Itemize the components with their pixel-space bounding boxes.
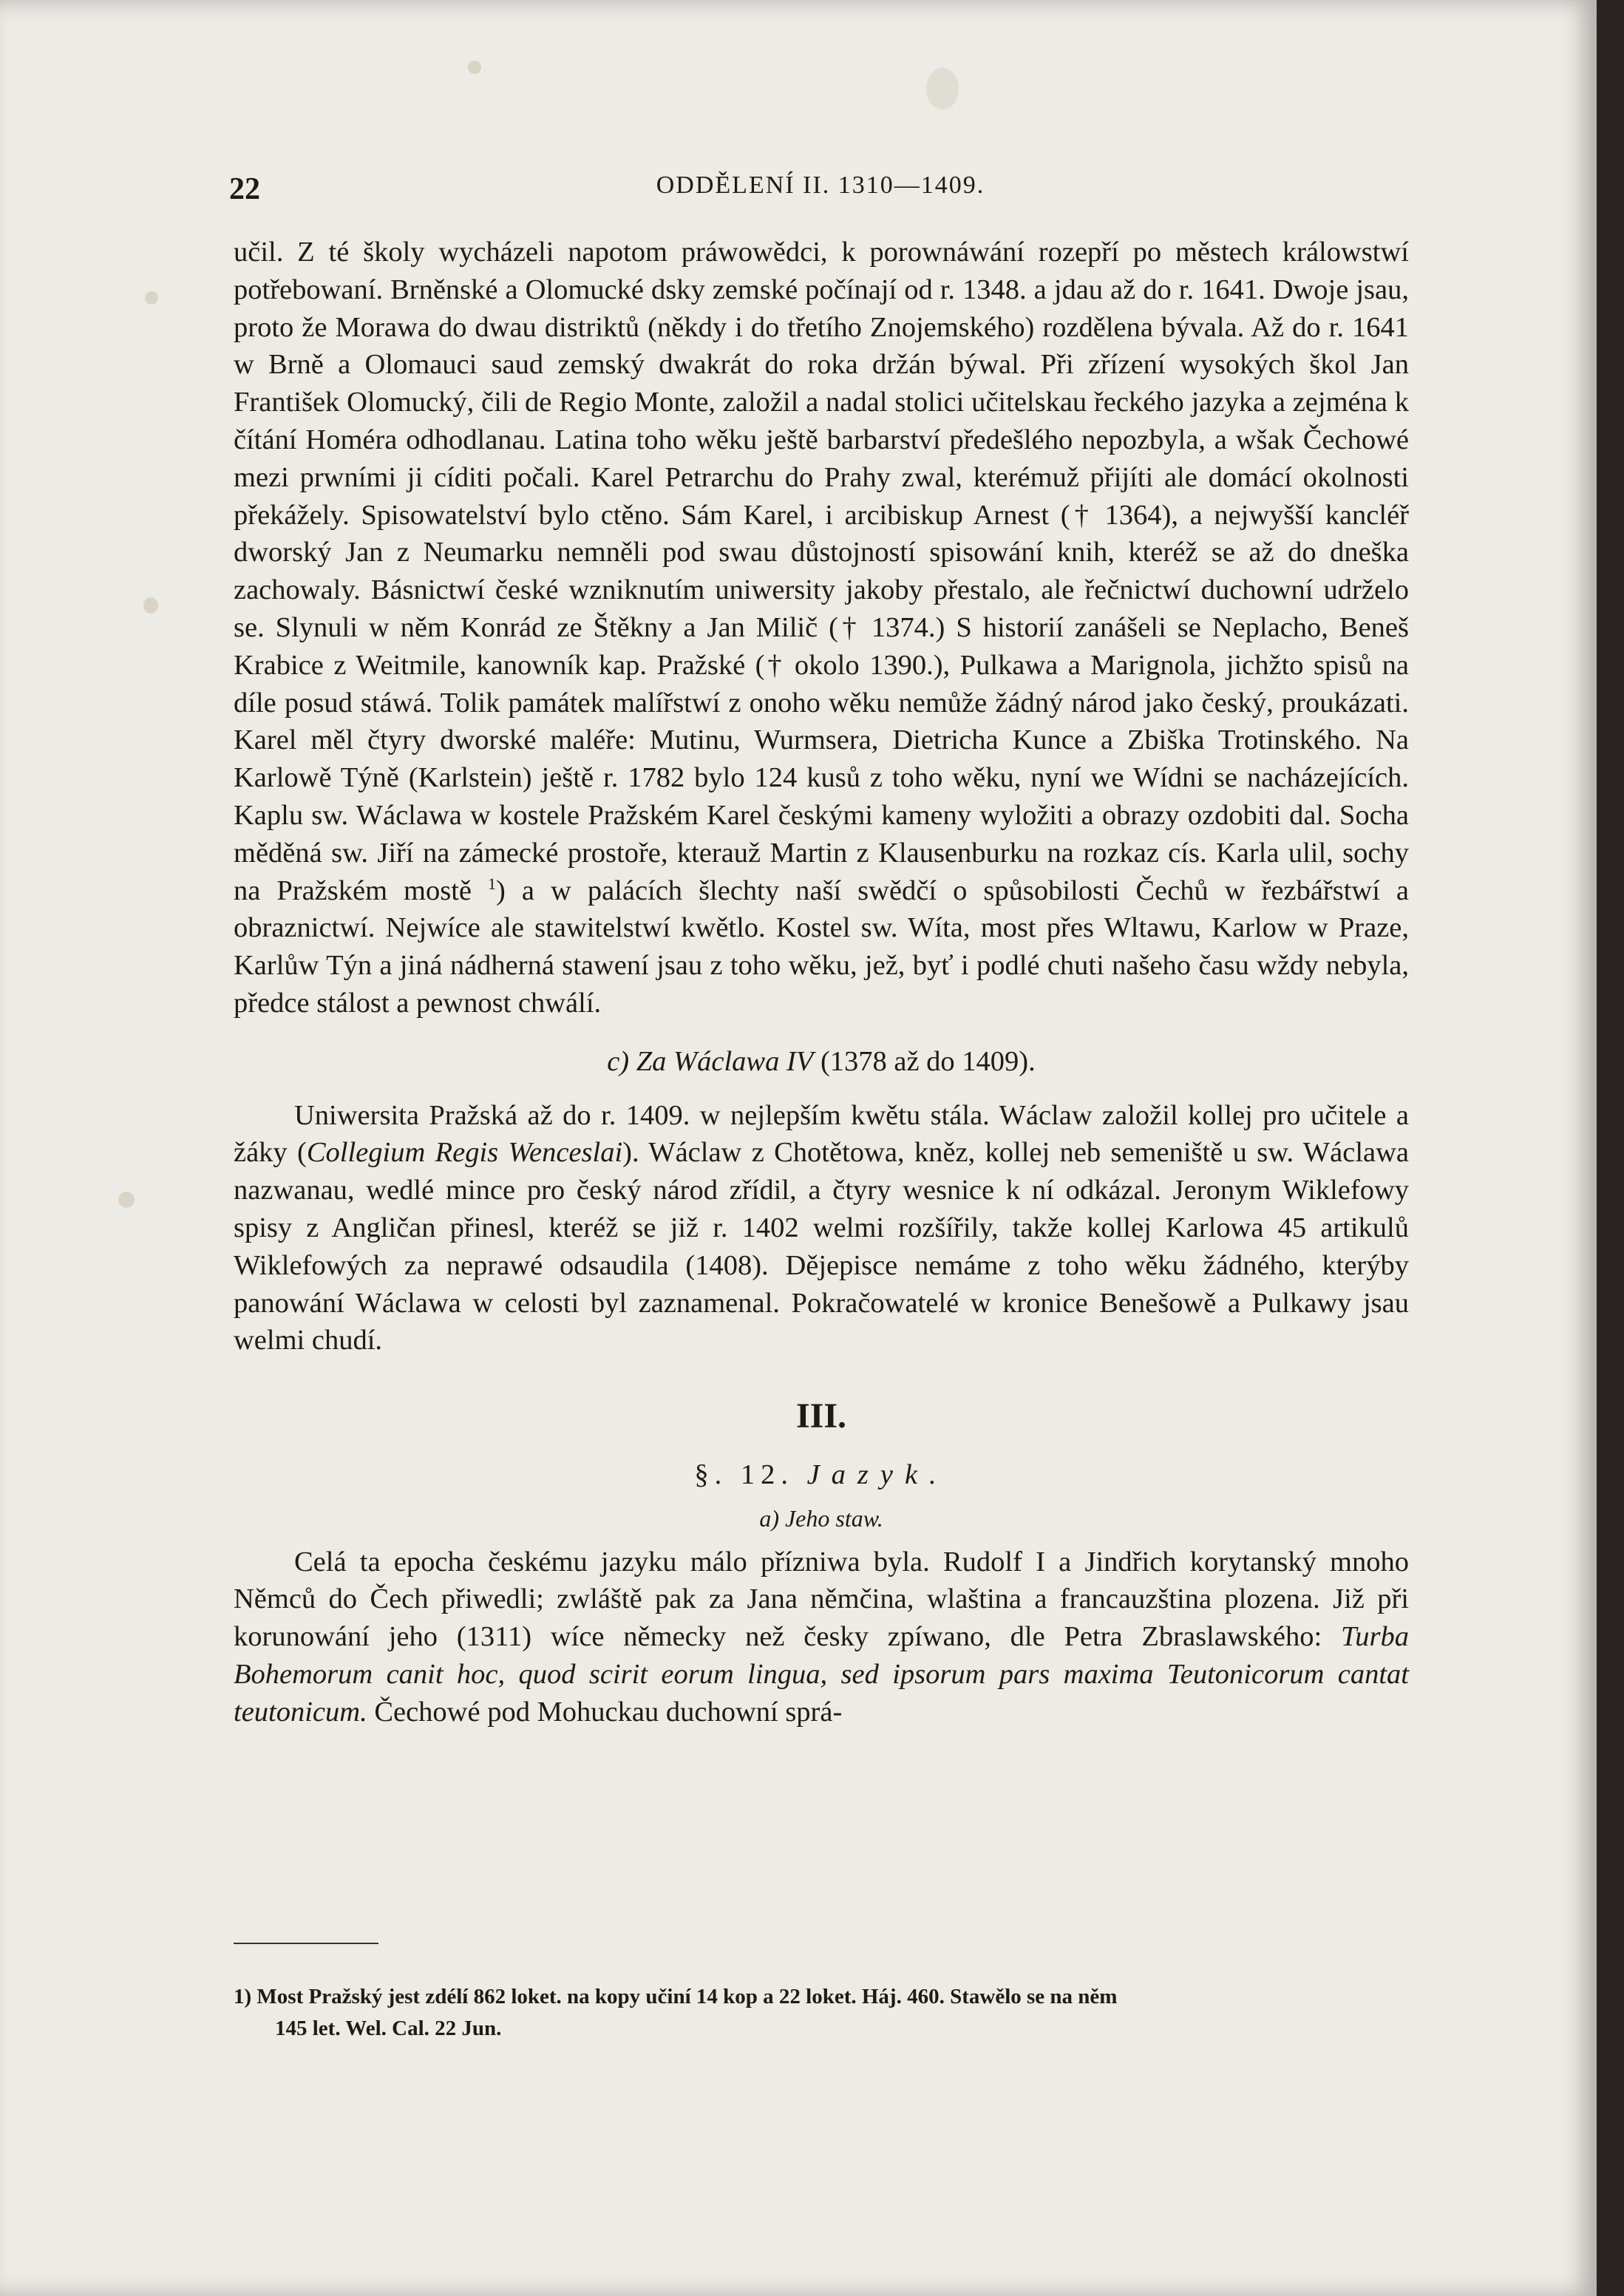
part-heading: III. bbox=[795, 1396, 847, 1436]
footnote-divider bbox=[234, 1943, 378, 1944]
footnote-marker: 1) bbox=[234, 1985, 252, 2008]
paragraph: Uniwersita Pražská až do r. 1409. w nejlepším kwětu stála. Wáclaw založil kollej pro učitele a žáky (Collegium Regis Wenceslai). Wáclaw z Chotětowa, kněz, kollej neb semeniště u sw. Wáclawa nazwanau, wedlé mince pro český národ zřídil, a čtyry wesnice k ní odkázal. Jeronym Wiklefowy spisy z Angličan přinesl, kteréž se již r. 1402 welmi rozšířily, takže kollej Karlowa 45 artikulů Wiklefowých za neprawé odsaudila (1408). Dějepisce nemáme z toho wěku žádného, kterýby panowání Wáclawa w celosti byl zaznamenal. Pokračowatelé w kronice Benešowě a Pulkawy jsau welmi chudí. bbox=[234, 1099, 1409, 1356]
page-number: 22 bbox=[229, 172, 260, 206]
footnote: 1) Most Pražský jest zdélí 862 loket. na kopy učiní 14 kop a 22 loket. Háj. 460. Stawělo se na něm 145 let. Wel. Cal. 22 Jun. bbox=[234, 1985, 1118, 2040]
paper-stain bbox=[118, 1192, 135, 1208]
footnote-ref: 1 bbox=[488, 874, 497, 893]
subsection-heading: a) Jeho staw. bbox=[759, 1504, 883, 1532]
subsection-heading: c) Za Wáclawa IV (1378 až do 1409). bbox=[607, 1045, 1036, 1077]
paragraph: Celá ta epocha českému jazyku málo přízniwa byla. Rudolf I a Jindřich korytanský mnoho Němců do Čech přiwedli; zwláště pak za Jana němčina, wlaština a francauzština plozena. Již při korunowání jeho (1311) wíce německy než česky zpíwano, dle Petra Zbraslawského: Turba Bohemorum canit hoc, quod scirit eorum lingua, sed ipsorum pars maxima Teutonicorum cantat teutonicum. Čechowé pod Mohuckau duchowní sprá- bbox=[234, 1546, 1409, 1728]
page-header bbox=[229, 171, 1412, 208]
paragraph: učil. Z té školy wycházeli napotom práwowědci, k porownáwání rozepří po městech králowstwí potřebowaní. Brněnské a Olomucké dsky zemské počínají od r. 1348. a jdau až do r. 1641. Dwoje jsau, proto že Morawa do dwau distriktů (někdy i do třetího Znojemského) rozdělena bývala. Až do r. 1641 w Brně a Olomauci saud zemský dwakrát do roka držán býwal. Při zřízení wysokých škol Jan František Olomucký, čili de Regio Monte, založil a nadal stolici učitelskau řeckého jazyka a zejména k čítání Homéra odhodlanau. Latina toho wěku ještě barbarství předešlého nepozbyla, a wšak Čechowé mezi prwními ji cíditi počali. Karel Petrarchu do Prahy zwal, kterémuž přijíti ale domácí okolnosti překážely. Spisowatelství bylo ctěno. Sám Karel, i arcibiskup Arnest († 1364), a nejwyšší kancléř dworský Jan z Neumarku nemněli pod swau důstojností spisowání knih, kteréž se až do dneška zachowaly. Básnictwí české wzniknutím uniwersity jakoby přestalo, ale řečnictwí duchowní udrželo se. Slynuli w něm Konrád ze Štěkny a Jan Milič († 1374.) S historií zanášeli se Neplacho, Beneš Krabice z Weitmile, kanowník kap. Pražské († okolo 1390.), Pulkawa a Marignola, jichžto spisů na díle posud stáwá. Tolik památek malířstwí z onoho wěku nemůže žádný národ jako český, proukázati. Karel měl čtyry dworské maléře: Mutinu, Wurmsera, Dietricha Kunce a Zbiška Trotinského. Na Karlowě Týně (Karlstein) ještě r. 1782 bylo 124 kusů z toho wěku, nyní we Wídni se nacházejících. Kaplu sw. Wáclawa w kostele Pražském Karel českými kameny wyložiti a obrazy ozdobiti dal. Socha měděná sw. Jiří na zámecké prostoře, kterauž Martin z Klausenburku na rozkaz cís. Karla ulil, sochy na Pražském mostě $^1$) a w palácích šlechty naší swědčí o spůsobilosti Čechů w řezbářstwí a obraznictwí. Nejwíce ale stawitelstwí kwětlo. Kostel sw. Wíta, most přes Wltawu, Karlow w Praze, Karlůw Týn a jiná nádherná stawení jsau z toho wěku, jež, byť i podlé chuti našeho času wždy nebyla, předce stálost a pewnost chwálí. bbox=[234, 237, 1410, 1019]
main-text bbox=[234, 234, 1409, 1731]
section-heading: §. 12. Jazyk. bbox=[694, 1458, 948, 1490]
paper-stain bbox=[143, 597, 158, 614]
running-title: ODDĚLENÍ II. 1310—1409. bbox=[656, 171, 985, 199]
paper-stain bbox=[926, 68, 959, 109]
paper-stain bbox=[468, 61, 481, 74]
paper-stain bbox=[145, 291, 158, 305]
